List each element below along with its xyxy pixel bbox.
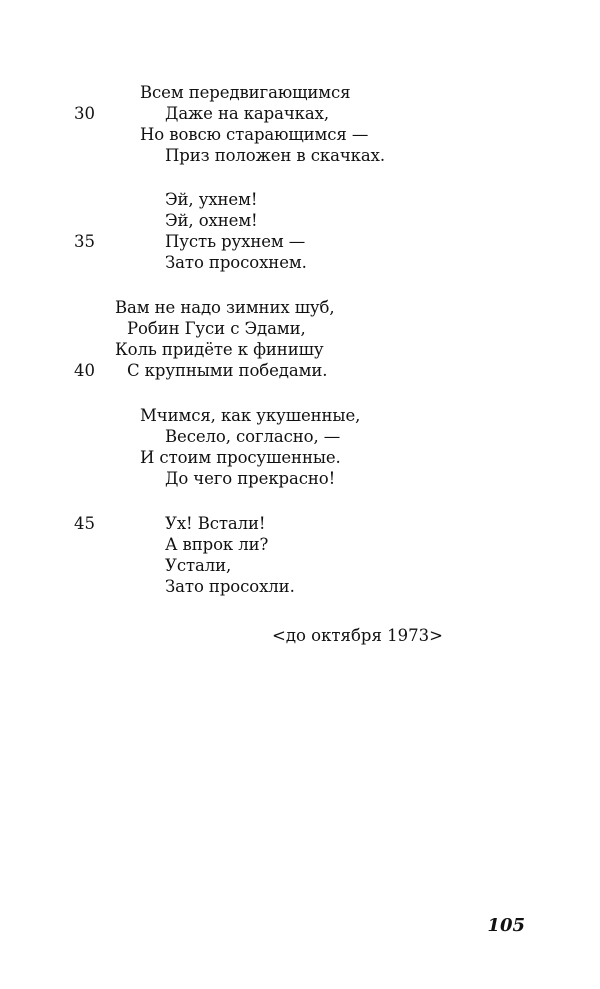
line-number: 30 [74, 104, 95, 123]
line-number: 35 [74, 232, 95, 251]
poem-line: А впрок ли? [165, 535, 269, 554]
line-number: 45 [74, 514, 95, 533]
date-note: <до октября 1973> [272, 626, 443, 645]
poem-line: Всем передвигающимся [140, 83, 351, 102]
poem-line: Эй, охнем! [165, 211, 258, 230]
poem-line: Ух! Встали! [165, 514, 266, 533]
page-number: 105 [487, 915, 525, 936]
poem-line: Даже на карачках, [165, 104, 329, 123]
poem-line: Эй, ухнем! [165, 190, 258, 209]
poem-line: Зато просохнем. [165, 253, 307, 272]
poem-line: Но вовсю старающимся — [140, 125, 369, 144]
poem-line: Зато просохли. [165, 577, 295, 596]
poem-line: Коль придёте к финишу [115, 340, 324, 359]
poem-line: До чего прекрасно! [165, 469, 336, 488]
poem-line: Весело, согласно, — [165, 427, 341, 446]
poem-line: Устали, [165, 556, 232, 575]
line-number: 40 [74, 361, 95, 380]
poem-line: Мчимся, как укушенные, [140, 406, 361, 425]
poem-line: Робин Гуси с Эдами, [127, 319, 306, 338]
poem-line: Приз положен в скачках. [165, 146, 385, 165]
poem-line: Пусть рухнем — [165, 232, 306, 251]
poem-line: И стоим просушенные. [140, 448, 341, 467]
poem-line: С крупными победами. [127, 361, 328, 380]
poem-line: Вам не надо зимних шуб, [115, 298, 335, 317]
